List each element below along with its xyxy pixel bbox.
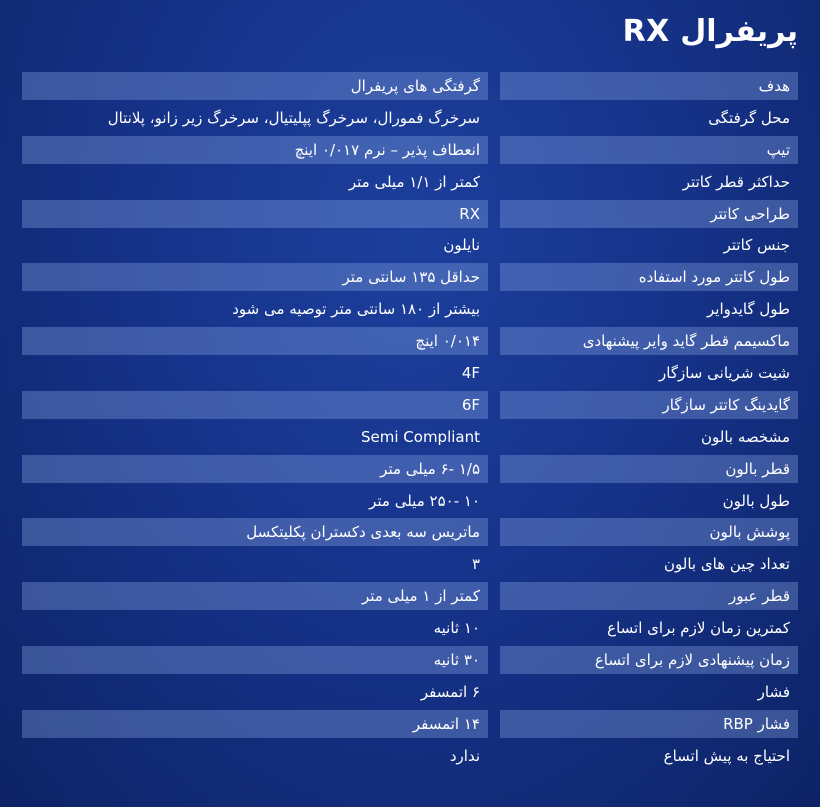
page-title: پریفرال RX: [622, 14, 798, 49]
row-label: حداکثر قطر کاتتر: [682, 172, 790, 191]
table-row: [22, 229, 798, 261]
table-row: [22, 261, 798, 293]
row-label: هدف: [500, 72, 798, 100]
table-row: [22, 740, 798, 772]
table-row: [22, 708, 798, 740]
row-label: گایدینگ کاتتر سازگار: [500, 391, 798, 419]
row-value: انعطاف پذیر – نرم ۰/۰۱۷ اینچ: [22, 136, 488, 164]
row-label: جنس کاتتر: [723, 236, 790, 255]
table-row: [22, 676, 798, 708]
table-row: [22, 580, 798, 612]
row-label: کمترین زمان لازم برای اتساع: [607, 619, 790, 638]
row-label: فشار: [757, 682, 790, 701]
row-value: نایلون: [443, 236, 480, 255]
table-row: [22, 134, 798, 166]
row-value: ۶ اتمسفر: [420, 682, 480, 701]
row-label: تیپ: [500, 136, 798, 164]
row-value: ۰/۰۱۴ اینچ: [22, 327, 488, 355]
row-label: مشخصه بالون: [701, 427, 790, 446]
row-value: ۱۰ ثانیه: [433, 619, 480, 638]
row-value: 4F: [461, 364, 480, 383]
row-value: کمتر از ۱/۱ میلی متر: [348, 172, 480, 191]
table-row: [22, 453, 798, 485]
row-label: قطر عبور: [500, 582, 798, 610]
row-label: پوشش بالون: [500, 518, 798, 546]
table-row: [22, 644, 798, 676]
table-row: [22, 166, 798, 198]
row-label: طول گایدوایر: [707, 300, 790, 319]
table-row: [22, 548, 798, 580]
row-value: ۱۰ -۲۵۰ میلی متر: [369, 491, 480, 510]
table-row: [22, 293, 798, 325]
row-label: ماکسیمم قطر گاید وایر پیشنهادی: [500, 327, 798, 355]
row-value: گرفتگی های پریفرال: [22, 72, 488, 100]
row-value: بیشتر از ۱۸۰ سانتی متر توصیه می شود: [232, 300, 480, 319]
row-value: ۳: [471, 555, 480, 574]
row-value: RX: [22, 200, 488, 228]
row-label: طول بالون: [722, 491, 790, 510]
table-row: [22, 102, 798, 134]
row-label: طراحی کاتتر: [500, 200, 798, 228]
row-value: ۳۰ ثانیه: [22, 646, 488, 674]
row-value: سرخرگ فمورال، سرخرگ پپلیتیال، سرخرگ زیر زانو، پلانتال: [107, 108, 480, 127]
row-value: ندارد: [449, 746, 480, 765]
row-value: ۱/۵ -۶ میلی متر: [22, 455, 488, 483]
row-value: Semi Compliant: [361, 427, 480, 446]
row-value: ۱۴ اتمسفر: [22, 710, 488, 738]
table-row: [22, 70, 798, 102]
row-value: ماتریس سه بعدی دکستران پکلیتکسل: [22, 518, 488, 546]
row-label: تعداد چین های بالون: [664, 555, 790, 574]
row-label: طول کاتتر مورد استفاده: [500, 263, 798, 291]
row-label: محل گرفتگی: [708, 108, 790, 127]
row-label: فشار RBP: [500, 710, 798, 738]
row-label: شیت شریانی سازگار: [659, 364, 790, 383]
table-row: [22, 421, 798, 453]
spec-table: [22, 70, 798, 772]
table-row: [22, 389, 798, 421]
row-value: حداقل ۱۳۵ سانتی متر: [22, 263, 488, 291]
row-value: کمتر از ۱ میلی متر: [22, 582, 488, 610]
row-label: احتیاج به پیش اتساع: [663, 746, 790, 765]
row-label: قطر بالون: [500, 455, 798, 483]
table-row: [22, 198, 798, 230]
row-label: زمان پیشنهادی لازم برای اتساع: [500, 646, 798, 674]
table-row: [22, 357, 798, 389]
table-row: [22, 516, 798, 548]
row-value: 6F: [22, 391, 488, 419]
table-row: [22, 325, 798, 357]
table-row: [22, 485, 798, 517]
table-row: [22, 612, 798, 644]
